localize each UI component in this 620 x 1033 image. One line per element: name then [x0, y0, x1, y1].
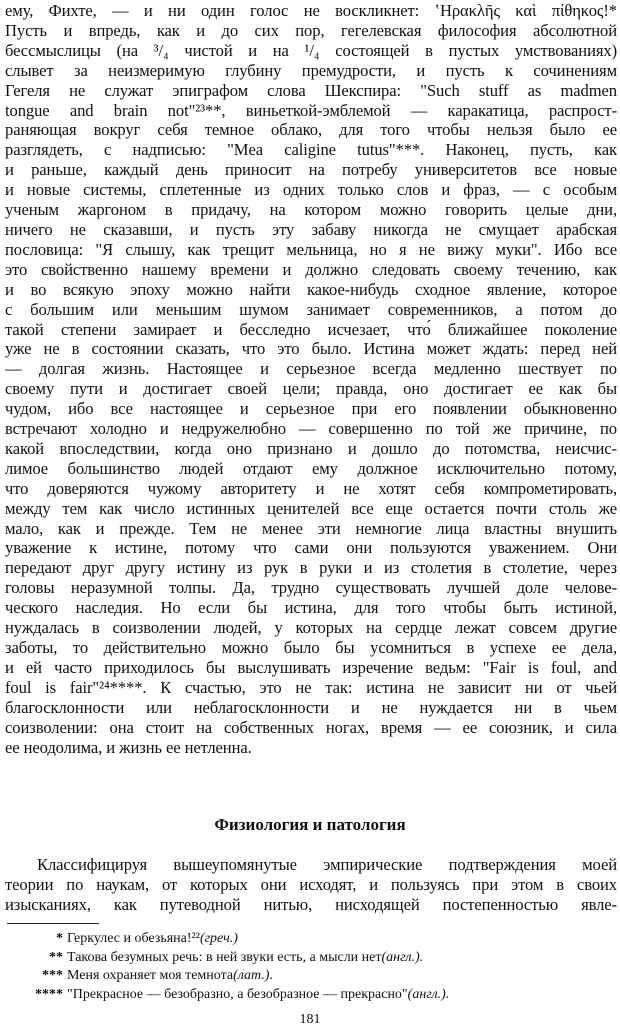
text-line: уважение к истине, потому что сами они пользуются уважением. Они	[5, 538, 617, 558]
footnote-language: (англ.).	[381, 949, 424, 965]
text-line: Гегеля не служат эпиграфом слова Шекспира: "Such stuff as madmen	[5, 80, 617, 100]
text-line: между тем как число истинных ценителей все еще остается почти столь же	[5, 498, 617, 518]
text-line: какой впоследствии, когда оно признано и дошло до потомства, неисчис-	[5, 438, 617, 458]
footnote-language: (греч.)	[199, 931, 238, 946]
text-line: встречают холодно и недружелюбно — совершенно по той же причине, по	[5, 419, 617, 439]
text-line: и ей часто приходилось бы выслушивать изречение ведьм: "Fair is foul, and	[5, 657, 617, 677]
text-line: теории по наукам, от которых они исходят, и пользуясь при этом в своих	[5, 874, 617, 894]
text-line: ческого наследия. Но если бы истина, для того чтобы быть истиной,	[5, 598, 617, 618]
text-line: и раньше, каждый день приносит на потребу университетов все новые	[5, 160, 617, 180]
footnote-mark: ***	[42, 968, 63, 983]
text-line: такой степени замирает и бесследно исчезает, что́ ближайшее поколение	[5, 319, 617, 339]
footnote-mark: **	[49, 949, 63, 965]
text-line: ему, Фихте, — и ни один голос не воскликнет: ʽΗρακλῆς καὶ πίθηκος!*	[5, 1, 617, 20]
text-line: — долгая жизнь. Настоящее и серьезное всегда медленно шествует по	[5, 359, 617, 379]
footnote-language: (лат.).	[233, 968, 273, 983]
text-line: ничего не сказавши, и пусть эту забаву никогда не смущает арабская	[5, 219, 617, 239]
text-line: foul is fair"²⁴****. К счастью, это не так: истина не зависит ни от чьей	[5, 677, 617, 697]
text-line: заботы, то действительно можно было бы усомниться в успехе ее дела,	[5, 638, 617, 657]
text-line: и новые системы, сплетенные из одних только слов и фраз, — с особым	[5, 180, 617, 200]
text-line: раняющая вокруг себя темное облако, для того чтобы нельзя было ее	[5, 120, 617, 140]
text-line: с большим или меньшим шумом занимает современников, а потом до	[5, 299, 617, 319]
footnote-text: Геркулес и обезьяна!²²	[67, 931, 200, 946]
footnote-item	[0, 930, 620, 949]
text-line: ее неодолима, и жизнь ее нетленна.	[5, 737, 252, 757]
text-line: слывет за неизмеримую глубину премудрости, и пусть к сочинениям	[5, 60, 617, 80]
text-line: передают друг другу истину из рук в руки и из столетия в столетие, через	[5, 558, 617, 578]
footnote-language: (англ.).	[407, 986, 450, 1002]
footnote-mark: ****	[35, 986, 63, 1002]
text-line: ученым жаргоном в придачу, на котором можно говорить целые дни,	[5, 200, 617, 220]
text-line: tongue and brain not"²³**, виньеткой-эмблемой — каракатица, распрост-	[5, 100, 617, 120]
footnote-text: Меня охраняет моя темнота	[67, 968, 234, 983]
text-line: пословица: "Я слышу, как трещит мельница, но я не вижу муки". Ибо все	[5, 239, 617, 259]
page-number: 181	[299, 1012, 321, 1027]
text-line: мало, как и прежде. Тем не менее эти немногие лица властны внушить	[5, 518, 617, 538]
text-line: лимое большинство людей отдают ему должное исключительно потому,	[5, 458, 617, 478]
footnote-mark: *	[56, 931, 63, 946]
text-line: и во всякую эпоху можно найти какое-нибудь сходное явление, которое	[5, 279, 617, 299]
text-line: разглядеть, с надписью: "Mea caligine tutus"***. Наконец, пусть, как	[5, 140, 617, 160]
footnote-divider	[7, 923, 99, 924]
text-line: бессмыслицы (на ³/₄ чистой и на ¹/₄ состоящей в пустых умствованиях)	[5, 40, 617, 60]
main-paragraph	[5, 1, 617, 757]
text-line: нуждалась в соизволении людей, у которых на сердце лежат совсем другие	[5, 618, 617, 638]
section-paragraph	[5, 855, 617, 915]
text-line: это свойственно нашему времени и должно следовать своему течению, как	[5, 259, 617, 279]
text-line: головы неразумной толпы. Да, трудно существовать лучшей доле челове-	[5, 578, 617, 598]
text-line: чудом, ибо все настоящее и серьезное при его появлении обыкновенно	[5, 399, 617, 419]
footnote-item	[0, 949, 620, 968]
text-line: соизволении: она стоит на собственных ногах, время — ее союзник, и сила	[5, 717, 617, 737]
text-line: изысканиях, как путеводной нитью, нисходящей постепенностью явле-	[5, 894, 617, 914]
text-line: что доверяются чужому авторитету и не хотят себя компрометировать,	[5, 478, 617, 498]
footnote-text: Такова безумных речь: в ней звуки есть, а мысли нет	[67, 949, 382, 965]
text-line: Классифицируя вышеупомянутые эмпирические подтверждения моей	[37, 855, 617, 874]
text-line: благосклонности или неблагосклонности и не нуждается ни в чьем	[5, 697, 617, 717]
section-heading: Физиология и патология	[214, 815, 406, 834]
footnotes-list	[0, 930, 620, 1004]
text-line: уже не в состоянии сказать, что это было. Истина может ждать: перед ней	[5, 339, 617, 359]
footnote-item	[0, 967, 620, 986]
footnote-item	[0, 986, 620, 1005]
text-line: Пусть и впредь, как и до сих пор, гегелевская философия абсолютной	[5, 20, 617, 40]
text-line: своему пути и достигает своей цели; правда, оно достигает ее как бы	[5, 379, 617, 399]
footnote-text: "Прекрасное — безобразно, а безобразное — прекрасно"	[67, 986, 408, 1002]
